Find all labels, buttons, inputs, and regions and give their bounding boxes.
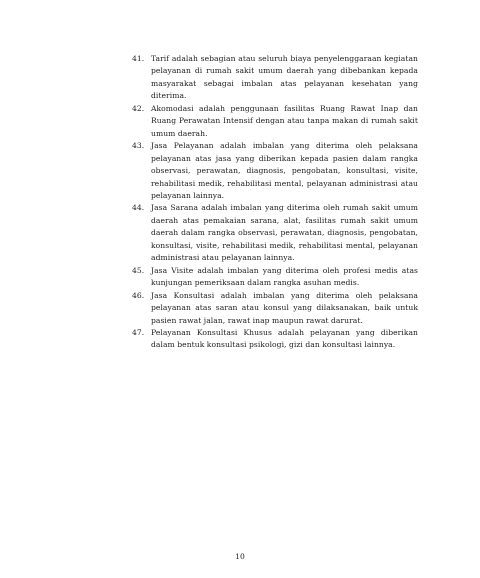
- definition-item-44: [132, 202, 418, 264]
- definition-item-47: [132, 327, 418, 352]
- definition-number: 42.: [132, 103, 145, 113]
- page-number: 10: [235, 552, 245, 561]
- definition-number: 43.: [132, 141, 145, 151]
- definition-item-46: [132, 290, 418, 327]
- definition-item-43: [132, 140, 418, 202]
- definition-number: 45.: [132, 265, 145, 275]
- definition-item-45: [132, 265, 418, 290]
- definition-text: Pelayanan Konsultasi Khusus adalah pelayanan yang diberikan dalam bentuk konsultasi psikologi, gizi dan konsultasi lainnya.: [151, 327, 418, 350]
- definition-text: Akomodasi adalah penggunaan fasilitas Ruang Rawat Inap dan Ruang Perawatan Intensif dengan atau tanpa makan di rumah sakit umum daerah.: [151, 103, 418, 138]
- definition-number: 41.: [132, 54, 145, 63]
- definition-text: Jasa Visite adalah imbalan yang diterima oleh profesi medis atas kunjungan pemeriksaan dalam rangka asuhan medis.: [151, 265, 418, 288]
- definition-text: Tarif adalah sebagian atau seluruh biaya penyelenggaraan kegiatan pelayanan di rumah sakit umum daerah yang dibebankan kepada masyarakat sebagai imbalan atas pelayanan kesehatan yang diterima.: [151, 54, 418, 101]
- definition-number: 44.: [132, 203, 145, 213]
- definition-number: 46.: [132, 290, 145, 300]
- definition-text: Jasa Sarana adalah imbalan yang diterima oleh rumah sakit umum daerah atas pemakaian sarana, alat, fasilitas rumah sakit umum daerah dalam rangka observasi, perawatan, diagnosis, pengobatan, konsultasi, visite, rehabilitasi medik, rehabilitasi mental, pelayanan administrasi atau pelayanan lainnya.: [151, 203, 418, 263]
- definition-list: [132, 53, 418, 352]
- definition-text: Jasa Pelayanan adalah imbalan yang diterima oleh pelaksana pelayanan atas jasa yang diberikan kepada pasien dalam rangka observasi, perawatan, diagnosis, pengobatan, konsultasi, visite, rehabilitasi medik, rehabilitasi mental, pelayanan administrasi atau pelayanan lainnya.: [151, 141, 418, 200]
- definition-number: 47.: [132, 327, 145, 337]
- definition-item-41: [132, 53, 418, 103]
- definition-text: Jasa Konsultasi adalah imbalan yang diterima oleh pelaksana pelayanan atas saran atau konsul yang dilaksanakan, baik untuk pasien rawat jalan, rawat inap maupun rawat darurat.: [151, 290, 418, 325]
- definition-item-42: [132, 103, 418, 140]
